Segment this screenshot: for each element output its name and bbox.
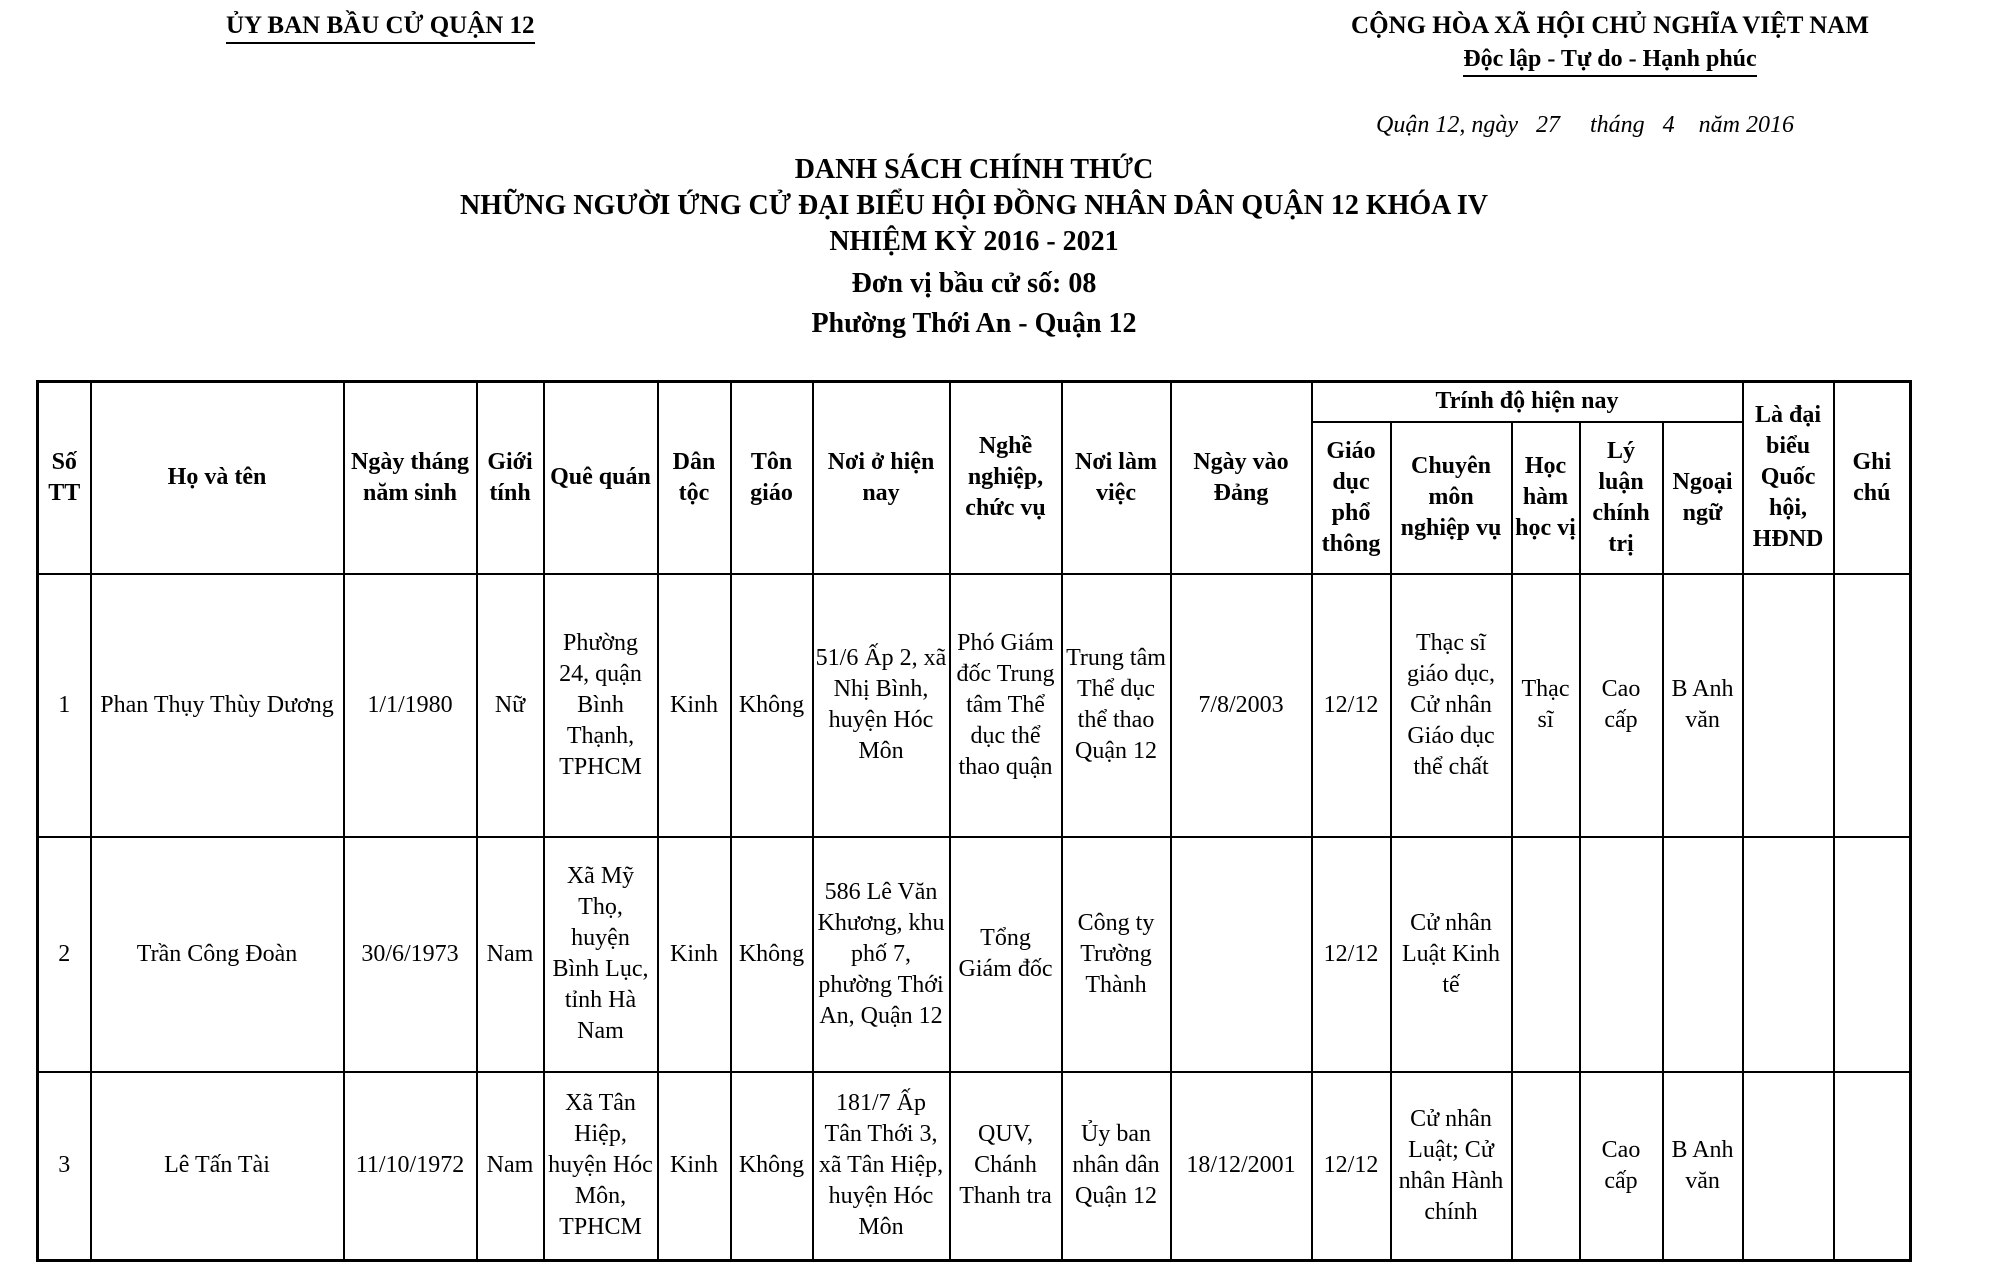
- title-line-1: DANH SÁCH CHÍNH THỨC: [794, 154, 1154, 185]
- header-political: Lý luận chính trị: [1580, 422, 1663, 574]
- table-row: [38, 837, 1911, 1072]
- cell-note: [1834, 574, 1911, 837]
- cell-note: [1834, 1072, 1911, 1261]
- cell-political: Cao cấp: [1580, 574, 1663, 837]
- candidate-table: [36, 380, 1912, 1262]
- cell-hometown: Xã Tân Hiệp, huyện Hóc Môn, TPHCM: [544, 1072, 658, 1261]
- cell-party-date: 7/8/2003: [1171, 574, 1312, 837]
- cell-stt: 1: [38, 574, 91, 837]
- cell-general-edu: 12/12: [1312, 837, 1391, 1072]
- cell-religion: Không: [731, 837, 813, 1072]
- cell-delegate: [1743, 574, 1834, 837]
- cell-hometown: Xã Mỹ Thọ, huyện Bình Lục, tỉnh Hà Nam: [544, 837, 658, 1072]
- cell-dob: 11/10/1972: [344, 1072, 477, 1261]
- header-stt: Số TT: [38, 382, 91, 574]
- cell-gender: Nữ: [477, 574, 544, 837]
- header-education-group: Trính độ hiện nay: [1312, 382, 1743, 422]
- header-professional: Chuyên môn nghiệp vụ: [1391, 422, 1512, 574]
- election-committee-header: ỦY BAN BẦU CỬ QUẬN 12: [226, 12, 535, 44]
- cell-name: Phan Thụy Thùy Dương: [91, 574, 344, 837]
- cell-residence: 586 Lê Văn Khương, khu phố 7, phường Thới An, Quận 12: [813, 837, 950, 1072]
- cell-workplace: Trung tâm Thể dục thể thao Quận 12: [1062, 574, 1171, 837]
- header-residence: Nơi ở hiện nay: [813, 382, 950, 574]
- title-line-2: NHỮNG NGƯỜI ỨNG CỬ ĐẠI BIỂU HỘI ĐỒNG NHÂN DÂN QUẬN 12 KHÓA IV: [460, 190, 1488, 221]
- cell-dob: 1/1/1980: [344, 574, 477, 837]
- cell-professional: Thạc sĩ giáo dục, Cử nhân Giáo dục thể chất: [1391, 574, 1512, 837]
- header-ethnicity: Dân tộc: [658, 382, 731, 574]
- country-name: CỘNG HÒA XÃ HỘI CHỦ NGHĨA VIỆT NAM: [1351, 12, 1869, 39]
- cell-delegate: [1743, 837, 1834, 1072]
- header-delegate: Là đại biểu Quốc hội, HĐND: [1743, 382, 1834, 574]
- cell-stt: 3: [38, 1072, 91, 1261]
- cell-general-edu: 12/12: [1312, 574, 1391, 837]
- ward-name: Phường Thới An - Quận 12: [811, 308, 1137, 339]
- cell-political: [1580, 837, 1663, 1072]
- cell-name: Lê Tấn Tài: [91, 1072, 344, 1261]
- cell-gender: Nam: [477, 837, 544, 1072]
- cell-academic: Thạc sĩ: [1512, 574, 1580, 837]
- cell-language: B Anh văn: [1663, 1072, 1743, 1261]
- cell-religion: Không: [731, 1072, 813, 1261]
- cell-delegate: [1743, 1072, 1834, 1261]
- national-motto-header: [1340, 12, 1880, 77]
- cell-hometown: Phường 24, quận Bình Thạnh, TPHCM: [544, 574, 658, 837]
- title-line-3: NHIỆM KỲ 2016 - 2021: [829, 226, 1119, 257]
- cell-gender: Nam: [477, 1072, 544, 1261]
- table-row: [38, 574, 1911, 837]
- cell-workplace: Công ty Trường Thành: [1062, 837, 1171, 1072]
- cell-ethnicity: Kinh: [658, 837, 731, 1072]
- national-motto: Độc lập - Tự do - Hạnh phúc: [1463, 46, 1756, 77]
- cell-note: [1834, 837, 1911, 1072]
- cell-stt: 2: [38, 837, 91, 1072]
- header-workplace: Nơi làm việc: [1062, 382, 1171, 574]
- cell-academic: [1512, 837, 1580, 1072]
- cell-party-date: [1171, 837, 1312, 1072]
- cell-name: Trần Công Đoàn: [91, 837, 344, 1072]
- cell-general-edu: 12/12: [1312, 1072, 1391, 1261]
- document-title: [0, 152, 1948, 344]
- document-date: Quận 12, ngày 27 tháng 4 năm 2016: [1376, 112, 1794, 138]
- cell-dob: 30/6/1973: [344, 837, 477, 1072]
- cell-ethnicity: Kinh: [658, 1072, 731, 1261]
- header-dob: Ngày tháng năm sinh: [344, 382, 477, 574]
- election-unit: Đơn vị bầu cử số: 08: [851, 268, 1097, 299]
- cell-party-date: 18/12/2001: [1171, 1072, 1312, 1261]
- cell-residence: 181/7 Ấp Tân Thới 3, xã Tân Hiệp, huyện Hóc Môn: [813, 1072, 950, 1261]
- cell-workplace: Ủy ban nhân dân Quận 12: [1062, 1072, 1171, 1261]
- header-hometown: Quê quán: [544, 382, 658, 574]
- header-religion: Tôn giáo: [731, 382, 813, 574]
- cell-religion: Không: [731, 574, 813, 837]
- cell-language: B Anh văn: [1663, 574, 1743, 837]
- header-general-edu: Giáo dục phổ thông: [1312, 422, 1391, 574]
- header-note: Ghi chú: [1834, 382, 1911, 574]
- header-occupation: Nghề nghiệp, chức vụ: [950, 382, 1062, 574]
- cell-occupation: Phó Giám đốc Trung tâm Thể dục thể thao quận: [950, 574, 1062, 837]
- cell-ethnicity: Kinh: [658, 574, 731, 837]
- cell-occupation: Tổng Giám đốc: [950, 837, 1062, 1072]
- table-row: [38, 1072, 1911, 1261]
- cell-academic: [1512, 1072, 1580, 1261]
- header-language: Ngoại ngữ: [1663, 422, 1743, 574]
- cell-language: [1663, 837, 1743, 1072]
- cell-residence: 51/6 Ấp 2, xã Nhị Bình, huyện Hóc Môn: [813, 574, 950, 837]
- cell-occupation: QUV, Chánh Thanh tra: [950, 1072, 1062, 1261]
- header-party-date: Ngày vào Đảng: [1171, 382, 1312, 574]
- header-gender: Giới tính: [477, 382, 544, 574]
- header-name: Họ và tên: [91, 382, 344, 574]
- header-academic: Học hàm học vị: [1512, 422, 1580, 574]
- cell-professional: Cử nhân Luật; Cử nhân Hành chính: [1391, 1072, 1512, 1261]
- cell-political: Cao cấp: [1580, 1072, 1663, 1261]
- cell-professional: Cử nhân Luật Kinh tế: [1391, 837, 1512, 1072]
